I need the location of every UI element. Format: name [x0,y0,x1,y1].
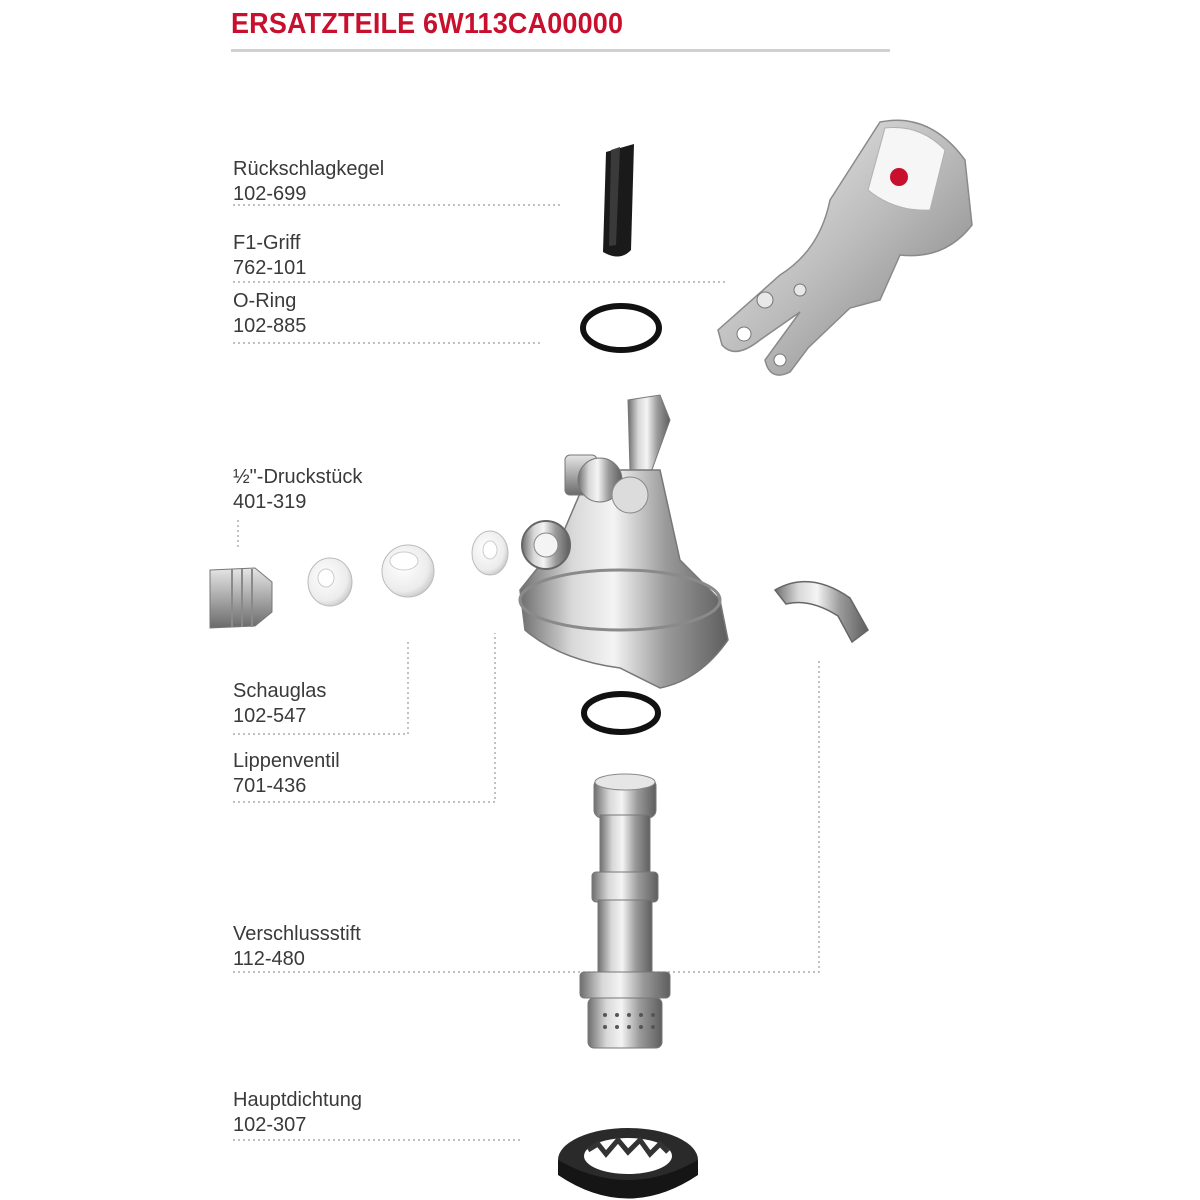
o-ring-lower [584,694,658,732]
leader-verschlussstift [233,660,819,972]
f1-griff-part [718,120,972,375]
part-number: 102-307 [233,1114,307,1136]
part-name: Verschlussstift [233,923,361,945]
zapfkopf-body [520,395,728,688]
part-number: 112-480 [233,948,305,970]
part-number: 401-319 [233,491,307,513]
part-name: O-Ring [233,290,297,312]
leader-schauglas [233,640,408,734]
part-name: F1-Griff [233,232,301,254]
hauptdichtung-part [558,1128,698,1199]
part-number: 701-436 [233,775,307,797]
part-number: 102-547 [233,705,307,727]
part-number: 102-699 [233,183,307,205]
page-title: ERSATZTEILE 6W113CA00000 [231,8,624,40]
clip-part [775,582,868,642]
part-number: 102-885 [233,315,307,337]
part-name: Schauglas [233,680,327,702]
o-ring-part [583,306,659,350]
part-name: Hauptdichtung [233,1089,362,1111]
part-name: Lippenventil [233,750,340,772]
schauglas-part [308,545,434,606]
part-name: ½"-Druckstück [233,466,363,488]
brand-logo [890,168,908,186]
part-name: Rückschlagkegel [233,158,385,180]
verschlussstift-part [580,774,670,1048]
lippenventil-part [472,531,508,575]
druckstueck-part [210,568,272,628]
leader-lippenventil [233,633,495,802]
part-number: 762-101 [233,257,307,279]
